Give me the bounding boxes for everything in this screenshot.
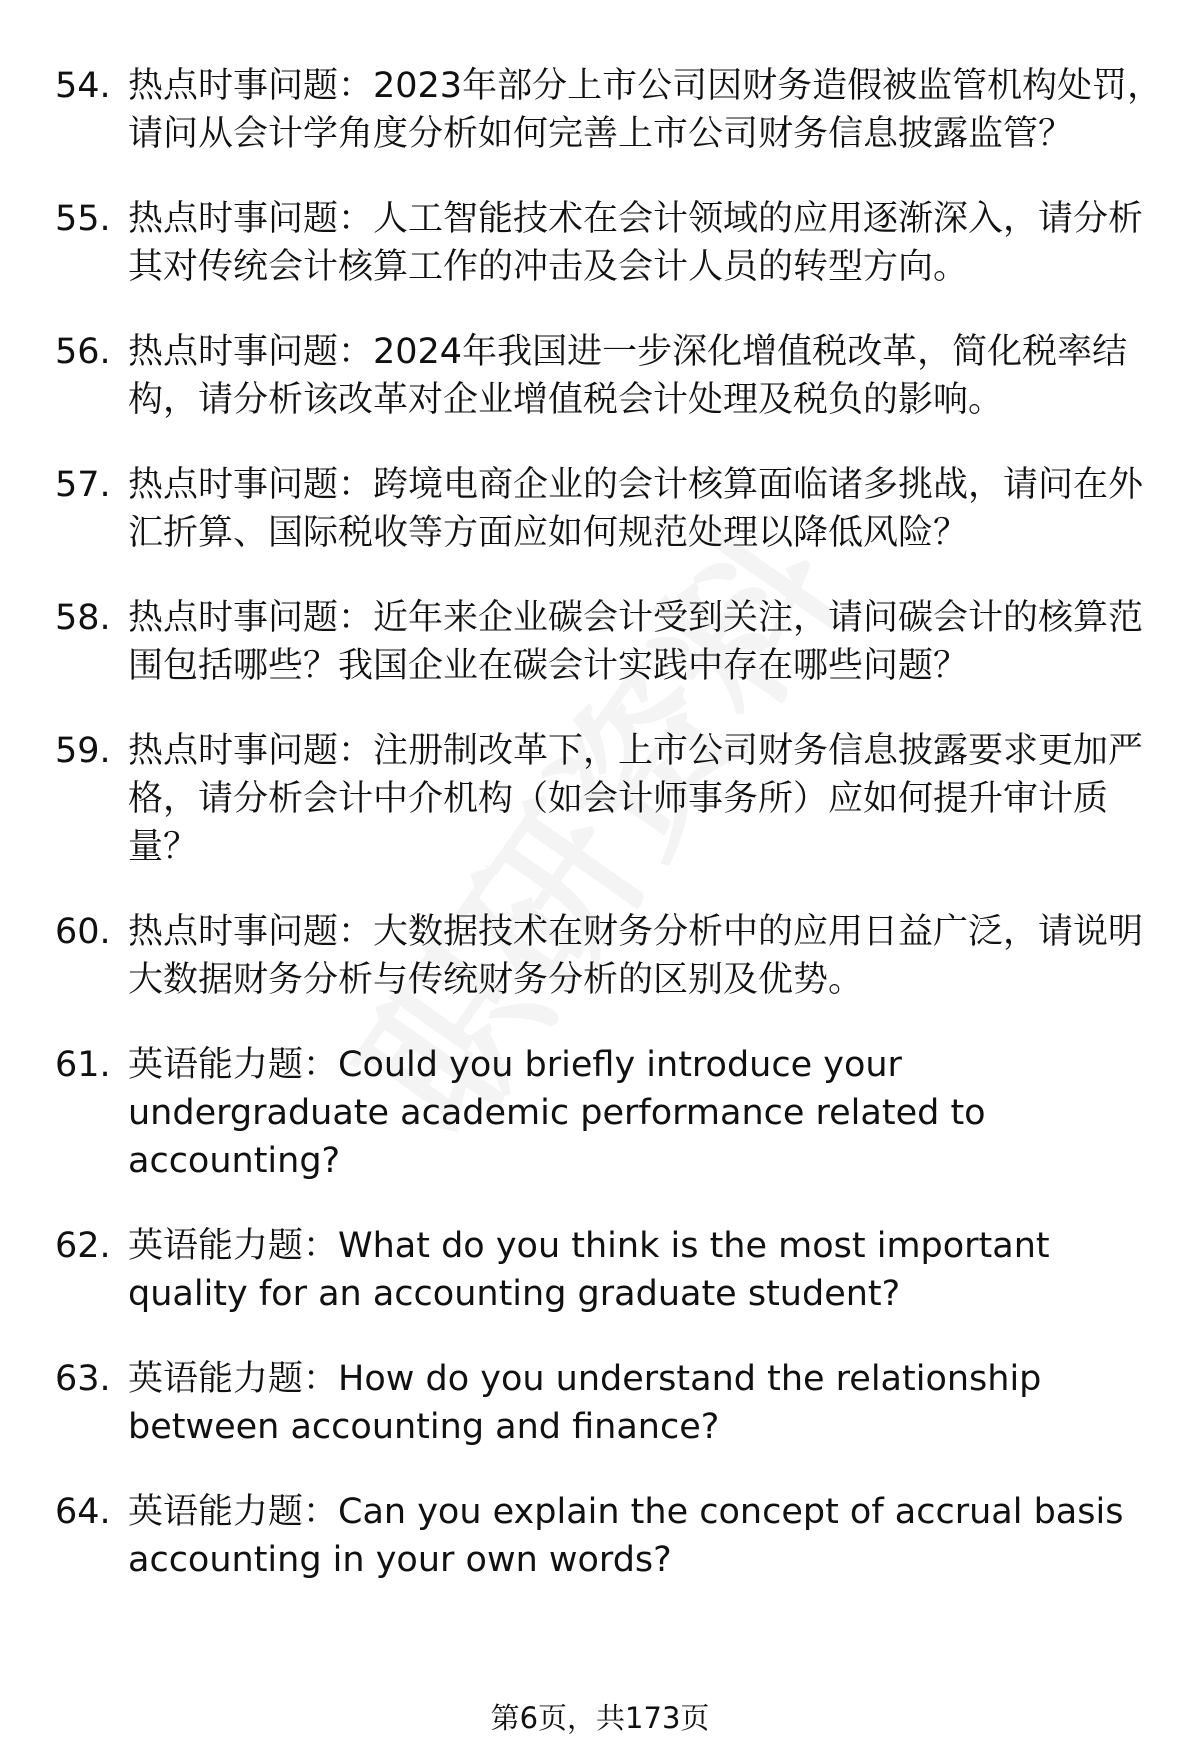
question-item [55, 1488, 1165, 1584]
question-item [55, 594, 1165, 690]
question-item [55, 908, 1165, 1004]
question-text: 热点时事问题：跨境电商企业的会计核算面临诸多挑战，请问在外汇折算、国际税收等方面应如何规范处理以降低风险？ [128, 465, 1144, 553]
question-item [55, 727, 1165, 871]
question-list [55, 62, 1165, 1621]
question-text: 热点时事问题：2024年我国进一步深化增值税改革，简化税率结构，请分析该改革对企业增值税会计处理及税负的影响。 [128, 332, 1128, 420]
question-number: 62. [55, 1226, 111, 1266]
question-text: 英语能力题：Can you explain the concept of accrual basis accounting in your own words? [128, 1492, 1124, 1580]
question-number: 58. [55, 598, 111, 638]
question-number: 56. [55, 332, 111, 372]
question-item [55, 62, 1165, 158]
question-item [55, 461, 1165, 557]
question-number: 55. [55, 199, 111, 239]
question-item [55, 1222, 1165, 1318]
question-text: 热点时事问题：2023年部分上市公司因财务造假被监管机构处罚，请问从会计学角度分析如何完善上市公司财务信息披露监管？ [128, 66, 1163, 154]
question-item [55, 1355, 1165, 1451]
question-text: 热点时事问题：注册制改革下，上市公司财务信息披露要求更加严格，请分析会计中介机构（如会计师事务所）应如何提升审计质量？ [128, 731, 1144, 867]
question-text: 英语能力题：What do you think is the most important quality for an accounting graduate student? [128, 1226, 1050, 1314]
question-number: 59. [55, 731, 111, 771]
question-text: 英语能力题：How do you understand the relationship between accounting and finance? [128, 1359, 1042, 1447]
question-number: 57. [55, 465, 111, 505]
question-item [55, 195, 1165, 291]
question-number: 63. [55, 1359, 111, 1399]
question-text: 热点时事问题：近年来企业碳会计受到关注，请问碳会计的核算范围包括哪些？我国企业在碳会计实践中存在哪些问题？ [128, 598, 1144, 686]
question-text: 热点时事问题：大数据技术在财务分析中的应用日益广泛，请说明大数据财务分析与传统财务分析的区别及优势。 [128, 912, 1144, 1000]
question-number: 60. [55, 912, 111, 952]
question-item [55, 1041, 1165, 1185]
question-item [55, 328, 1165, 424]
question-number: 54. [55, 66, 111, 106]
question-text: 英语能力题：Could you briefly introduce your undergraduate academic performance related to accounting? [128, 1045, 986, 1181]
question-number: 61. [55, 1045, 111, 1085]
question-text: 热点时事问题：人工智能技术在会计领域的应用逐渐深入，请分析其对传统会计核算工作的冲击及会计人员的转型方向。 [128, 199, 1144, 287]
page-number: 第6页，共173页 [490, 1701, 710, 1735]
question-number: 64. [55, 1492, 111, 1532]
